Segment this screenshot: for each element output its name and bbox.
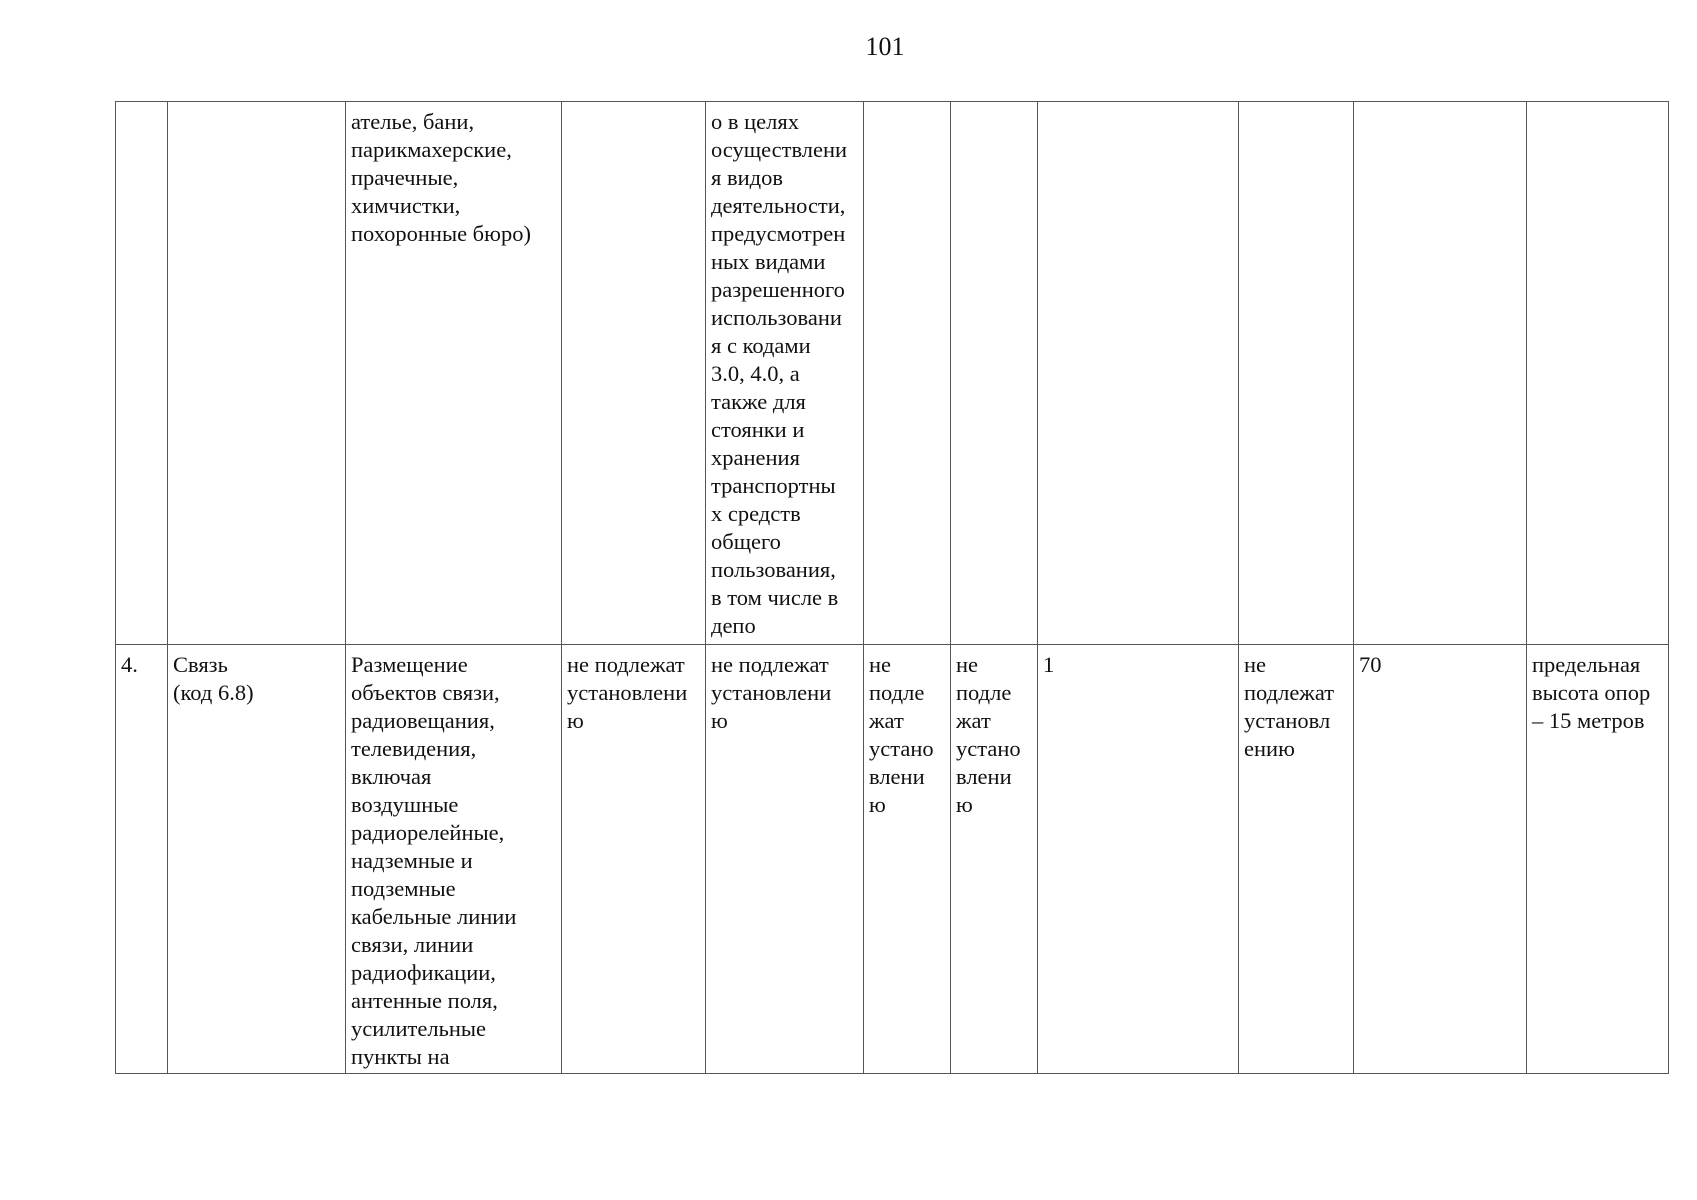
cell-col-6: не подле жат устано влени ю <box>864 645 951 1074</box>
page-number: 101 <box>865 32 905 61</box>
cell-col-6 <box>864 102 951 645</box>
cell-col-5: о в целях осуществлени я видов деятельности, предусмотрен ных видами разрешенного использовани я с кодами 3.0, 4.0, а также для стоянки и хранения транспортны х средств общего пользования, в том числе в депо <box>706 102 864 645</box>
land-use-regulations-table <box>115 101 1669 1074</box>
table-row <box>116 645 1669 1074</box>
cell-number <box>116 102 168 645</box>
cell-col-7 <box>951 102 1038 645</box>
cell-col-7: не подле жат устано влени ю <box>951 645 1038 1074</box>
cell-col-10 <box>1354 102 1527 645</box>
table-row <box>116 102 1669 645</box>
cell-col-8 <box>1038 102 1239 645</box>
cell-col-11 <box>1527 102 1669 645</box>
cell-col-8: 1 <box>1038 645 1239 1074</box>
cell-col-9: не подлежат установл ению <box>1239 645 1354 1074</box>
cell-col-11: предельная высота опор – 15 метров <box>1527 645 1669 1074</box>
cell-col-9 <box>1239 102 1354 645</box>
cell-col-4 <box>562 102 706 645</box>
cell-number: 4. <box>116 645 168 1074</box>
cell-use-description: Размещение объектов связи, радиовещания, телевидения, включая воздушные радиорелейные, надземные и подземные кабельные линии связи, линии радиофикации, антенные поля, усилительные пункты на <box>346 645 562 1074</box>
cell-use-name <box>168 102 346 645</box>
cell-col-10: 70 <box>1354 645 1527 1074</box>
cell-col-4: не подлежат установлени ю <box>562 645 706 1074</box>
cell-use-description: ателье, бани, парикмахерские, прачечные, химчистки, похоронные бюро) <box>346 102 562 645</box>
cell-col-5: не подлежат установлени ю <box>706 645 864 1074</box>
cell-use-name: Связь (код 6.8) <box>168 645 346 1074</box>
